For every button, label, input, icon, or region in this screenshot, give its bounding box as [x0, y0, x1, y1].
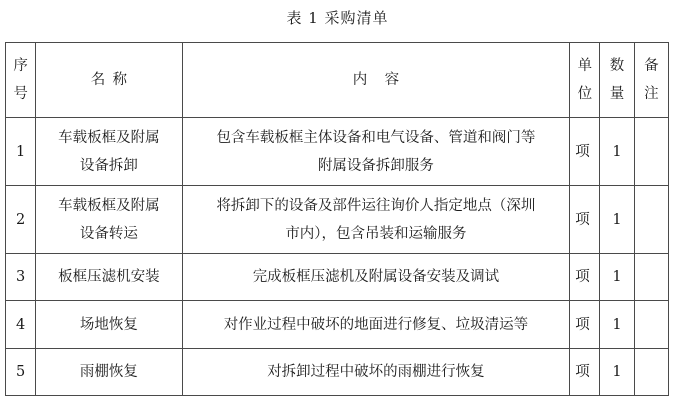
table-row [6, 301, 669, 349]
cell-content-line1: 完成板框压滤机及附属设备安装及调试 [252, 269, 500, 285]
cell-unit: 项 [570, 254, 600, 301]
table-row [6, 254, 669, 301]
header-unit [570, 43, 600, 118]
cell-qty: 1 [600, 349, 634, 396]
cell-name-line1: 板框压滤机安装 [58, 269, 160, 285]
table-row [6, 118, 669, 186]
cell-qty: 1 [600, 186, 634, 254]
cell-name-line1: 车载板框及附属 [58, 129, 160, 146]
header-no-line2: 号 [13, 86, 28, 102]
cell-content [182, 186, 570, 254]
cell-note [634, 349, 668, 396]
cell-no: 3 [6, 254, 36, 301]
cell-content-line1: 对作业过程中破坏的地面进行修复、垃圾清运等 [223, 316, 529, 333]
cell-unit: 项 [570, 349, 600, 396]
cell-name-line1: 雨棚恢复 [79, 364, 138, 380]
header-note-line2: 注 [644, 86, 659, 102]
header-content-label: 内容 [352, 72, 417, 88]
table-caption: 表 1 采购清单 [286, 9, 389, 27]
header-content [182, 43, 570, 118]
cell-content-line1: 将拆卸下的设备及部件运往询价人指定地点（深圳 [216, 197, 536, 214]
cell-qty: 1 [600, 254, 634, 301]
header-name [36, 43, 183, 118]
header-name-label: 名称 [90, 72, 135, 88]
header-unit-line1: 单 [577, 58, 593, 74]
cell-qty: 1 [600, 301, 634, 349]
cell-unit: 项 [570, 301, 600, 349]
cell-unit: 项 [570, 118, 600, 186]
cell-name [36, 186, 183, 254]
cell-content-line2: 市内），包含吊装和运输服务 [285, 225, 467, 242]
header-row [6, 43, 669, 118]
cell-no: 5 [6, 349, 36, 396]
cell-content [182, 301, 570, 349]
cell-content [182, 349, 570, 396]
table-row [6, 186, 669, 254]
cell-name [36, 254, 183, 301]
cell-name-line1: 场地恢复 [79, 316, 138, 333]
header-note [634, 43, 668, 118]
header-no [6, 43, 36, 118]
header-qty [600, 43, 634, 118]
cell-name-line2: 设备转运 [79, 225, 138, 242]
cell-name [36, 349, 183, 396]
cell-no: 4 [6, 301, 36, 349]
cell-content [182, 254, 570, 301]
cell-name [36, 118, 183, 186]
cell-qty: 1 [600, 118, 634, 186]
cell-note [634, 301, 668, 349]
cell-content-line2: 附属设备拆卸服务 [317, 157, 434, 174]
cell-name-line2: 设备拆卸 [79, 157, 138, 174]
cell-content [182, 118, 570, 186]
header-note-line1: 备 [644, 58, 659, 74]
cell-unit: 项 [570, 186, 600, 254]
cell-name-line1: 车载板框及附属 [58, 197, 160, 214]
procurement-table [5, 42, 669, 396]
cell-content-line1: 包含车载板框主体设备和电气设备、管道和阀门等 [216, 129, 536, 146]
header-qty-line1: 数 [609, 58, 625, 74]
header-unit-line2: 位 [577, 86, 593, 102]
cell-note [634, 186, 668, 254]
cell-no: 1 [6, 118, 36, 186]
cell-content-line1: 对拆卸过程中破坏的雨棚进行恢复 [267, 364, 485, 380]
cell-name [36, 301, 183, 349]
cell-note [634, 118, 668, 186]
header-qty-line2: 量 [609, 86, 625, 102]
table-row [6, 349, 669, 396]
header-no-line1: 序 [13, 58, 28, 74]
cell-note [634, 254, 668, 301]
cell-no: 2 [6, 186, 36, 254]
